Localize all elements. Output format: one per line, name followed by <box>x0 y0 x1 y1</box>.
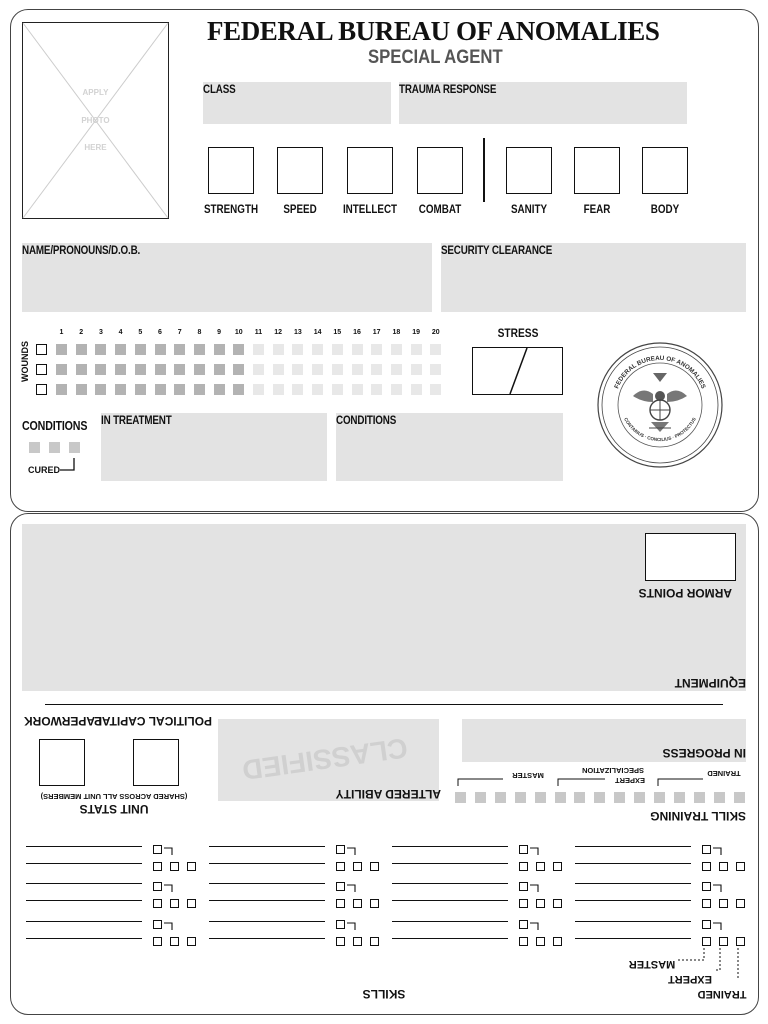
wound-number-3: 3 <box>98 329 103 336</box>
wound-square[interactable] <box>371 384 382 395</box>
skill-tier-checkbox[interactable] <box>719 899 728 908</box>
skills-legend-leaders <box>678 948 748 998</box>
wound-square[interactable] <box>352 364 363 375</box>
unit-stats-label: UNIT STATS <box>79 802 149 816</box>
wounds-row-1-checkbox[interactable] <box>36 344 47 355</box>
wound-square[interactable] <box>391 364 402 375</box>
skill-tier-checkbox[interactable] <box>336 862 345 871</box>
stress-divider <box>473 348 564 396</box>
strength-label: STRENGTH <box>203 202 259 216</box>
cured-square-3[interactable] <box>69 442 80 453</box>
skill-tier-checkbox[interactable] <box>370 862 379 871</box>
training-square[interactable] <box>654 792 665 803</box>
wound-square[interactable] <box>371 344 382 355</box>
strength-box[interactable] <box>208 147 254 194</box>
skill-tier-checkbox[interactable] <box>719 937 728 946</box>
legend-expert: EXPERT <box>668 973 713 985</box>
conditions-label: CONDITIONS <box>336 413 397 427</box>
skill-specialization-checkbox[interactable] <box>336 882 345 891</box>
skill-specialization-checkbox[interactable] <box>702 845 711 854</box>
shared-note: (SHARED ACROSS ALL UNIT MEMBERS) <box>40 792 188 801</box>
wound-number-1: 1 <box>59 329 64 336</box>
trauma-response-label: TRAUMA RESPONSE <box>399 82 497 96</box>
skill-name-line[interactable] <box>26 938 142 939</box>
skill-tier-checkbox[interactable] <box>519 937 528 946</box>
class-label: CLASS <box>203 82 236 96</box>
skill-tier-checkbox[interactable] <box>519 899 528 908</box>
training-square[interactable] <box>674 792 685 803</box>
skill-name-line[interactable] <box>26 863 142 864</box>
skill-tier-checkbox[interactable] <box>170 899 179 908</box>
photo-hint-2: PHOTO <box>81 116 110 125</box>
skill-name-line[interactable] <box>575 846 691 847</box>
skill-specialization-checkbox[interactable] <box>519 882 528 891</box>
skill-tier-checkbox[interactable] <box>553 899 562 908</box>
skill-name-line[interactable] <box>575 900 691 901</box>
skill-hook <box>347 922 359 932</box>
paperwork-label: PAPERWORK <box>23 714 103 728</box>
skill-tier-checkbox[interactable] <box>170 937 179 946</box>
skill-hook <box>347 847 359 857</box>
seal-triangle <box>653 373 667 382</box>
wound-number-18: 18 <box>392 329 401 336</box>
wound-square[interactable] <box>214 364 225 375</box>
in-progress-label: IN PROGRESS <box>662 746 746 760</box>
wound-number-11: 11 <box>254 329 263 336</box>
equipment-label: EQUIPMENT <box>674 676 746 690</box>
skill-name-line[interactable] <box>209 938 325 939</box>
wound-square[interactable] <box>411 364 422 375</box>
wound-square[interactable] <box>332 364 343 375</box>
wound-square[interactable] <box>273 344 284 355</box>
wound-square[interactable] <box>312 384 323 395</box>
training-square[interactable] <box>734 792 745 803</box>
wound-square[interactable] <box>135 364 146 375</box>
skill-tier-checkbox[interactable] <box>736 937 745 946</box>
wound-square[interactable] <box>411 344 422 355</box>
skill-specialization-checkbox[interactable] <box>702 920 711 929</box>
wound-number-16: 16 <box>353 329 361 336</box>
equipment-field[interactable] <box>22 524 746 691</box>
training-tier-master: MASTER <box>512 771 544 780</box>
skill-tier-checkbox[interactable] <box>736 862 745 871</box>
wound-square[interactable] <box>233 384 244 395</box>
skill-hook <box>347 884 359 894</box>
wound-square[interactable] <box>95 364 106 375</box>
wound-square[interactable] <box>253 384 264 395</box>
legend-master: MASTER <box>628 958 676 970</box>
equipment-divider <box>45 704 723 705</box>
political-capital-box[interactable] <box>133 739 179 786</box>
skill-name-line[interactable] <box>392 863 508 864</box>
stress-label: STRESS <box>497 326 539 340</box>
wound-number-14: 14 <box>313 329 322 336</box>
cured-label: CURED <box>28 465 61 475</box>
sanity-box[interactable] <box>506 147 552 194</box>
skill-hook <box>164 847 176 857</box>
wound-number-15: 15 <box>333 329 342 336</box>
wound-number-7: 7 <box>177 329 182 336</box>
skill-hook <box>713 922 725 932</box>
wound-square[interactable] <box>95 344 106 355</box>
skill-tier-checkbox[interactable] <box>702 862 711 871</box>
paperwork-box[interactable] <box>39 739 85 786</box>
skill-tier-checkbox[interactable] <box>153 937 162 946</box>
wound-number-6: 6 <box>158 329 162 336</box>
wound-square[interactable] <box>411 384 422 395</box>
skill-hook <box>164 922 176 932</box>
skill-specialization-checkbox[interactable] <box>153 845 162 854</box>
skill-specialization-checkbox[interactable] <box>702 882 711 891</box>
wound-square[interactable] <box>253 364 264 375</box>
training-square[interactable] <box>694 792 705 803</box>
skill-name-line[interactable] <box>209 900 325 901</box>
stat-divider <box>483 138 485 202</box>
wound-number-19: 19 <box>412 329 420 336</box>
wound-square[interactable] <box>430 384 441 395</box>
skill-name-line[interactable] <box>209 846 325 847</box>
wound-square[interactable] <box>430 364 441 375</box>
wound-number-2: 2 <box>79 329 84 336</box>
skill-tier-checkbox[interactable] <box>719 862 728 871</box>
skill-tier-checkbox[interactable] <box>187 899 196 908</box>
wound-square[interactable] <box>76 384 87 395</box>
wound-number-20: 20 <box>431 329 440 336</box>
wound-square[interactable] <box>194 364 205 375</box>
skill-specialization-checkbox[interactable] <box>336 920 345 929</box>
skill-specialization-checkbox[interactable] <box>336 845 345 854</box>
photo-placeholder[interactable] <box>22 22 169 219</box>
skill-tier-checkbox[interactable] <box>153 862 162 871</box>
skill-specialization-checkbox[interactable] <box>519 920 528 929</box>
skill-tier-checkbox[interactable] <box>187 937 196 946</box>
wound-square[interactable] <box>273 384 284 395</box>
photo-hint-1: APPLY <box>82 88 109 97</box>
training-square[interactable] <box>574 792 585 803</box>
security-clearance-label: SECURITY CLEARANCE <box>441 243 553 257</box>
wound-square[interactable] <box>430 344 441 355</box>
legend-trained: TRAINED <box>697 988 747 1000</box>
skill-name-line[interactable] <box>575 863 691 864</box>
wound-square[interactable] <box>155 344 166 355</box>
training-brackets <box>455 770 755 790</box>
wound-square[interactable] <box>391 384 402 395</box>
political-capital-label: POLITICAL CAPITAL <box>94 714 212 728</box>
wound-square[interactable] <box>135 344 146 355</box>
wound-square[interactable] <box>292 364 303 375</box>
skill-tier-checkbox[interactable] <box>536 899 545 908</box>
wound-square[interactable] <box>292 344 303 355</box>
wound-square[interactable] <box>332 384 343 395</box>
skill-tier-checkbox[interactable] <box>519 862 528 871</box>
armor-points-box[interactable] <box>645 533 736 581</box>
skill-name-line[interactable] <box>392 938 508 939</box>
wounds-row-3-checkbox[interactable] <box>36 384 47 395</box>
skill-name-line[interactable] <box>209 883 325 884</box>
wound-square[interactable] <box>56 384 67 395</box>
wounds-label: WOUNDS <box>20 341 30 382</box>
skill-specialization-checkbox[interactable] <box>153 882 162 891</box>
wound-square[interactable] <box>155 364 166 375</box>
intellect-label: INTELLECT <box>342 202 398 216</box>
wound-square[interactable] <box>174 384 185 395</box>
cured-bracket <box>60 458 80 472</box>
wound-square[interactable] <box>312 364 323 375</box>
training-square[interactable] <box>614 792 625 803</box>
skill-name-line[interactable] <box>575 938 691 939</box>
skill-specialization-checkbox[interactable] <box>153 920 162 929</box>
wound-square[interactable] <box>312 344 323 355</box>
skill-specialization-checkbox[interactable] <box>519 845 528 854</box>
sanity-label: SANITY <box>510 202 548 216</box>
skill-tier-checkbox[interactable] <box>702 937 711 946</box>
wound-square[interactable] <box>332 344 343 355</box>
armor-points-label: ARMOR POINTS <box>638 586 732 600</box>
skill-tier-checkbox[interactable] <box>153 899 162 908</box>
fba-seal <box>595 340 725 470</box>
speed-label: SPEED <box>283 202 317 216</box>
wound-square[interactable] <box>135 384 146 395</box>
fear-label: FEAR <box>583 202 611 216</box>
skill-tier-checkbox[interactable] <box>187 862 196 871</box>
skill-name-line[interactable] <box>26 900 142 901</box>
in-treatment-label: IN TREATMENT <box>101 413 172 427</box>
training-square[interactable] <box>555 792 566 803</box>
cured-square-1[interactable] <box>29 442 40 453</box>
wound-number-17: 17 <box>372 329 381 336</box>
intellect-box[interactable] <box>347 147 393 194</box>
wound-square[interactable] <box>194 344 205 355</box>
wound-square[interactable] <box>115 384 126 395</box>
skill-tier-checkbox[interactable] <box>353 862 362 871</box>
wound-square[interactable] <box>56 364 67 375</box>
body-label: BODY <box>650 202 680 216</box>
combat-box[interactable] <box>417 147 463 194</box>
skill-tier-checkbox[interactable] <box>536 937 545 946</box>
skills-label: SKILLS <box>362 987 406 1001</box>
body-box[interactable] <box>642 147 688 194</box>
combat-label: COMBAT <box>418 202 462 216</box>
wound-square[interactable] <box>95 384 106 395</box>
photo-hint-3: HERE <box>84 143 107 152</box>
training-square[interactable] <box>714 792 725 803</box>
skill-tier-checkbox[interactable] <box>370 899 379 908</box>
training-square[interactable] <box>594 792 605 803</box>
skill-tier-checkbox[interactable] <box>370 937 379 946</box>
skill-tier-checkbox[interactable] <box>536 862 545 871</box>
training-tier-specialization: SPECIALIZATION <box>582 766 644 775</box>
skill-name-line[interactable] <box>209 863 325 864</box>
wound-square[interactable] <box>214 344 225 355</box>
skill-name-line[interactable] <box>26 883 142 884</box>
skill-hook <box>530 922 542 932</box>
training-square[interactable] <box>455 792 466 803</box>
wound-square[interactable] <box>76 364 87 375</box>
training-square[interactable] <box>634 792 645 803</box>
training-tier-trained: TRAINED <box>707 769 741 778</box>
skill-tier-checkbox[interactable] <box>553 937 562 946</box>
skill-name-line[interactable] <box>26 846 142 847</box>
skill-tier-checkbox[interactable] <box>736 899 745 908</box>
classified-watermark: CLASSIFIED <box>240 732 410 786</box>
training-square[interactable] <box>475 792 486 803</box>
wound-number-12: 12 <box>274 329 283 336</box>
wound-square[interactable] <box>371 364 382 375</box>
training-tier-expert: EXPERT <box>615 776 646 785</box>
wound-square[interactable] <box>352 344 363 355</box>
wound-number-4: 4 <box>118 329 123 336</box>
skill-tier-checkbox[interactable] <box>553 862 562 871</box>
skill-name-line[interactable] <box>392 883 508 884</box>
stress-box[interactable] <box>472 347 563 395</box>
wound-number-5: 5 <box>138 329 143 336</box>
wound-square[interactable] <box>273 364 284 375</box>
wounds-row-2-checkbox[interactable] <box>36 364 47 375</box>
skill-hook <box>530 884 542 894</box>
conditions-left-label: CONDITIONS <box>22 418 88 433</box>
skill-tier-checkbox[interactable] <box>353 899 362 908</box>
skill-hook <box>530 847 542 857</box>
skill-hook <box>713 847 725 857</box>
skill-tier-checkbox[interactable] <box>336 899 345 908</box>
wound-square[interactable] <box>391 344 402 355</box>
wound-square[interactable] <box>115 344 126 355</box>
skill-name-line[interactable] <box>575 883 691 884</box>
wound-square[interactable] <box>76 344 87 355</box>
wound-number-13: 13 <box>293 329 302 336</box>
seal-top-text: FEDERAL BUREAU OF ANOMALIES <box>613 354 707 390</box>
skill-name-line[interactable] <box>392 900 508 901</box>
skill-tier-checkbox[interactable] <box>336 937 345 946</box>
skill-hook <box>713 884 725 894</box>
page-title: FEDERAL BUREAU OF ANOMALIES <box>207 16 660 46</box>
name-label: NAME/PRONOUNS/D.O.B. <box>22 243 141 257</box>
wound-square[interactable] <box>56 344 67 355</box>
wound-square[interactable] <box>155 384 166 395</box>
wound-square[interactable] <box>115 364 126 375</box>
skill-tier-checkbox[interactable] <box>702 899 711 908</box>
skill-name-line[interactable] <box>209 921 325 922</box>
skill-training-label: SKILL TRAINING <box>650 809 746 823</box>
skill-name-line[interactable] <box>392 921 508 922</box>
page-subtitle: SPECIAL AGENT <box>368 47 503 68</box>
skill-hook <box>164 884 176 894</box>
wound-square[interactable] <box>253 344 264 355</box>
skill-tier-checkbox[interactable] <box>353 937 362 946</box>
skill-name-line[interactable] <box>26 921 142 922</box>
wound-square[interactable] <box>174 344 185 355</box>
training-square[interactable] <box>495 792 506 803</box>
wound-square[interactable] <box>233 344 244 355</box>
cured-square-2[interactable] <box>49 442 60 453</box>
skill-tier-checkbox[interactable] <box>170 862 179 871</box>
wound-square[interactable] <box>292 384 303 395</box>
seal-bottom-text: CONTAINUS · CONCILIUS · PROTECTUS <box>623 416 697 443</box>
wound-number-9: 9 <box>217 329 222 336</box>
training-square[interactable] <box>515 792 526 803</box>
fear-box[interactable] <box>574 147 620 194</box>
wound-square[interactable] <box>233 364 244 375</box>
training-square[interactable] <box>535 792 546 803</box>
wound-square[interactable] <box>352 384 363 395</box>
speed-box[interactable] <box>277 147 323 194</box>
wound-square[interactable] <box>174 364 185 375</box>
wound-square[interactable] <box>194 384 205 395</box>
altered-ability-label: ALTERED ABILITY <box>335 787 441 801</box>
wound-number-8: 8 <box>197 329 202 336</box>
wound-square[interactable] <box>214 384 225 395</box>
wound-number-10: 10 <box>234 329 243 336</box>
skill-name-line[interactable] <box>392 846 508 847</box>
skill-name-line[interactable] <box>575 921 691 922</box>
